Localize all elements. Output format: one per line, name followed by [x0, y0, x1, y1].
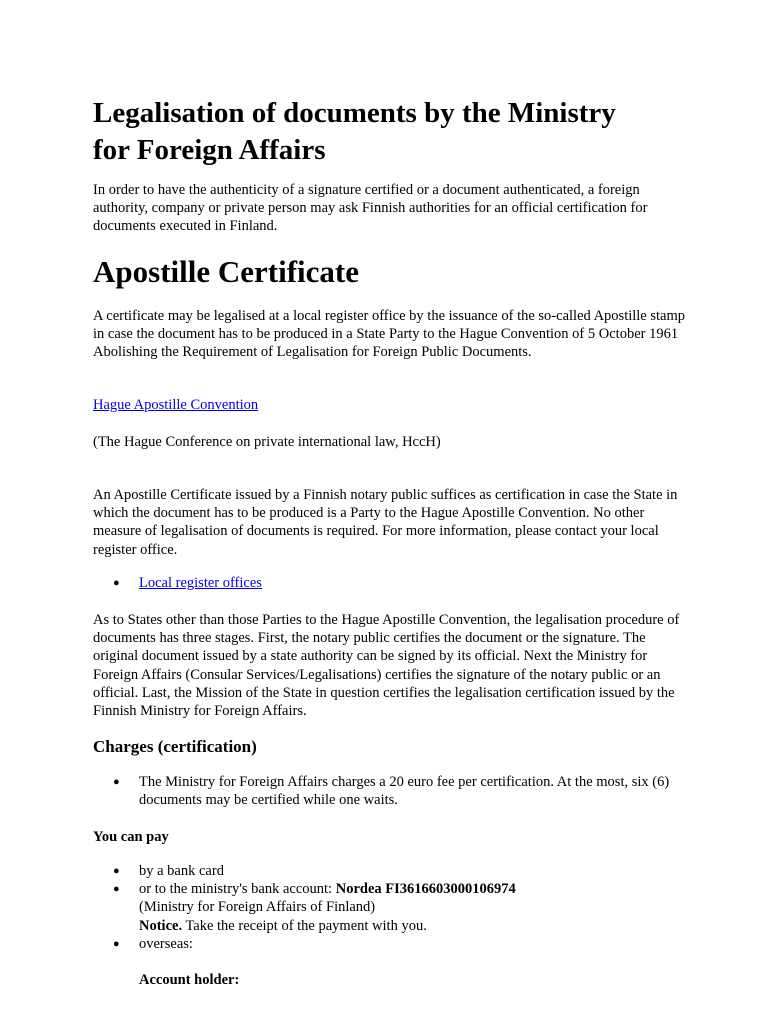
you-can-pay-heading: You can pay [93, 829, 169, 845]
local-register-offices-link[interactable]: Local register offices [139, 575, 262, 591]
pay-by-card: by a bank card [139, 863, 224, 879]
charges-list [93, 773, 693, 809]
account-prefix: or to the ministry's bank account: [139, 881, 336, 898]
notice-label: Notice. [139, 917, 183, 934]
register-offices-list [93, 574, 693, 592]
intro-paragraph: In order to have the authenticity of a signature certified or a document authenticated, a foreign authority, company or private person may ask Finnish authorities for an official certification for documents executed in Finland. [93, 182, 648, 235]
notice-text: Take the receipt of the payment with you. [182, 917, 427, 934]
bullet-icon: ● [113, 577, 120, 589]
hague-link-paragraph [93, 396, 693, 414]
hague-apostille-convention-link[interactable]: Hague Apostille Convention [93, 397, 259, 413]
other-states-paragraph: As to States other than those Parties to the Hague Apostille Convention, the legalisation procedure of documents has three stages. First, the notary public certifies the document or the signature. The original document issued by a state authority can be signed by its official. Next the Ministry for Foreign Affairs (Consular Services/Legalisations) certifies the signature of the notary public or an official. Last, the Mission of the State in question certifies the legalisation certification issued by the Finnish Ministry for Foreign Affairs. [93, 612, 680, 720]
charges-text: The Ministry for Foreign Affairs charges a 20 euro fee per certification. At the most, six (6) documents may be certified while one waits. [139, 774, 670, 809]
hague-note: (The Hague Conference on private international law, HccH) [93, 434, 441, 450]
account-owner: (Ministry for Foreign Affairs of Finland) [139, 899, 376, 916]
bullet-icon: ● [113, 883, 120, 896]
charges-heading: Charges (certification) [93, 737, 257, 756]
payment-methods-list [93, 862, 693, 953]
apostille-heading: Apostille Certificate [93, 254, 359, 289]
page-title-line-2: for Foreign Affairs [93, 134, 326, 166]
list-item [93, 880, 693, 935]
account-holder-label: Account holder: [139, 972, 240, 988]
list-item [93, 935, 693, 953]
list-item [93, 574, 693, 592]
page-title [93, 95, 616, 169]
pay-overseas: overseas: [139, 935, 193, 952]
list-item [93, 862, 693, 880]
notary-paragraph: An Apostille Certificate issued by a Finnish notary public suffices as certification in case the State in which the document has to be produced is a Party to the Hague Apostille Convention. No other measure of legalisation of documents is required. For more information, please contact your local register office. [93, 487, 678, 558]
bullet-icon: ● [113, 776, 120, 788]
bullet-icon: ● [113, 865, 120, 877]
bank-account-number: Nordea FI3616603000106974 [335, 881, 516, 898]
list-item [93, 773, 693, 809]
bullet-icon: ● [113, 937, 120, 950]
apostille-paragraph: A certificate may be legalised at a local register office by the issuance of the so-called Apostille stamp in case the document has to be produced in a State Party to the Hague Convention of 5 October 1961 Abolishing the Requirement of Legalisation for Foreign Public Documents. [93, 308, 686, 361]
page-title-line-1: Legalisation of documents by the Ministry [93, 97, 616, 129]
